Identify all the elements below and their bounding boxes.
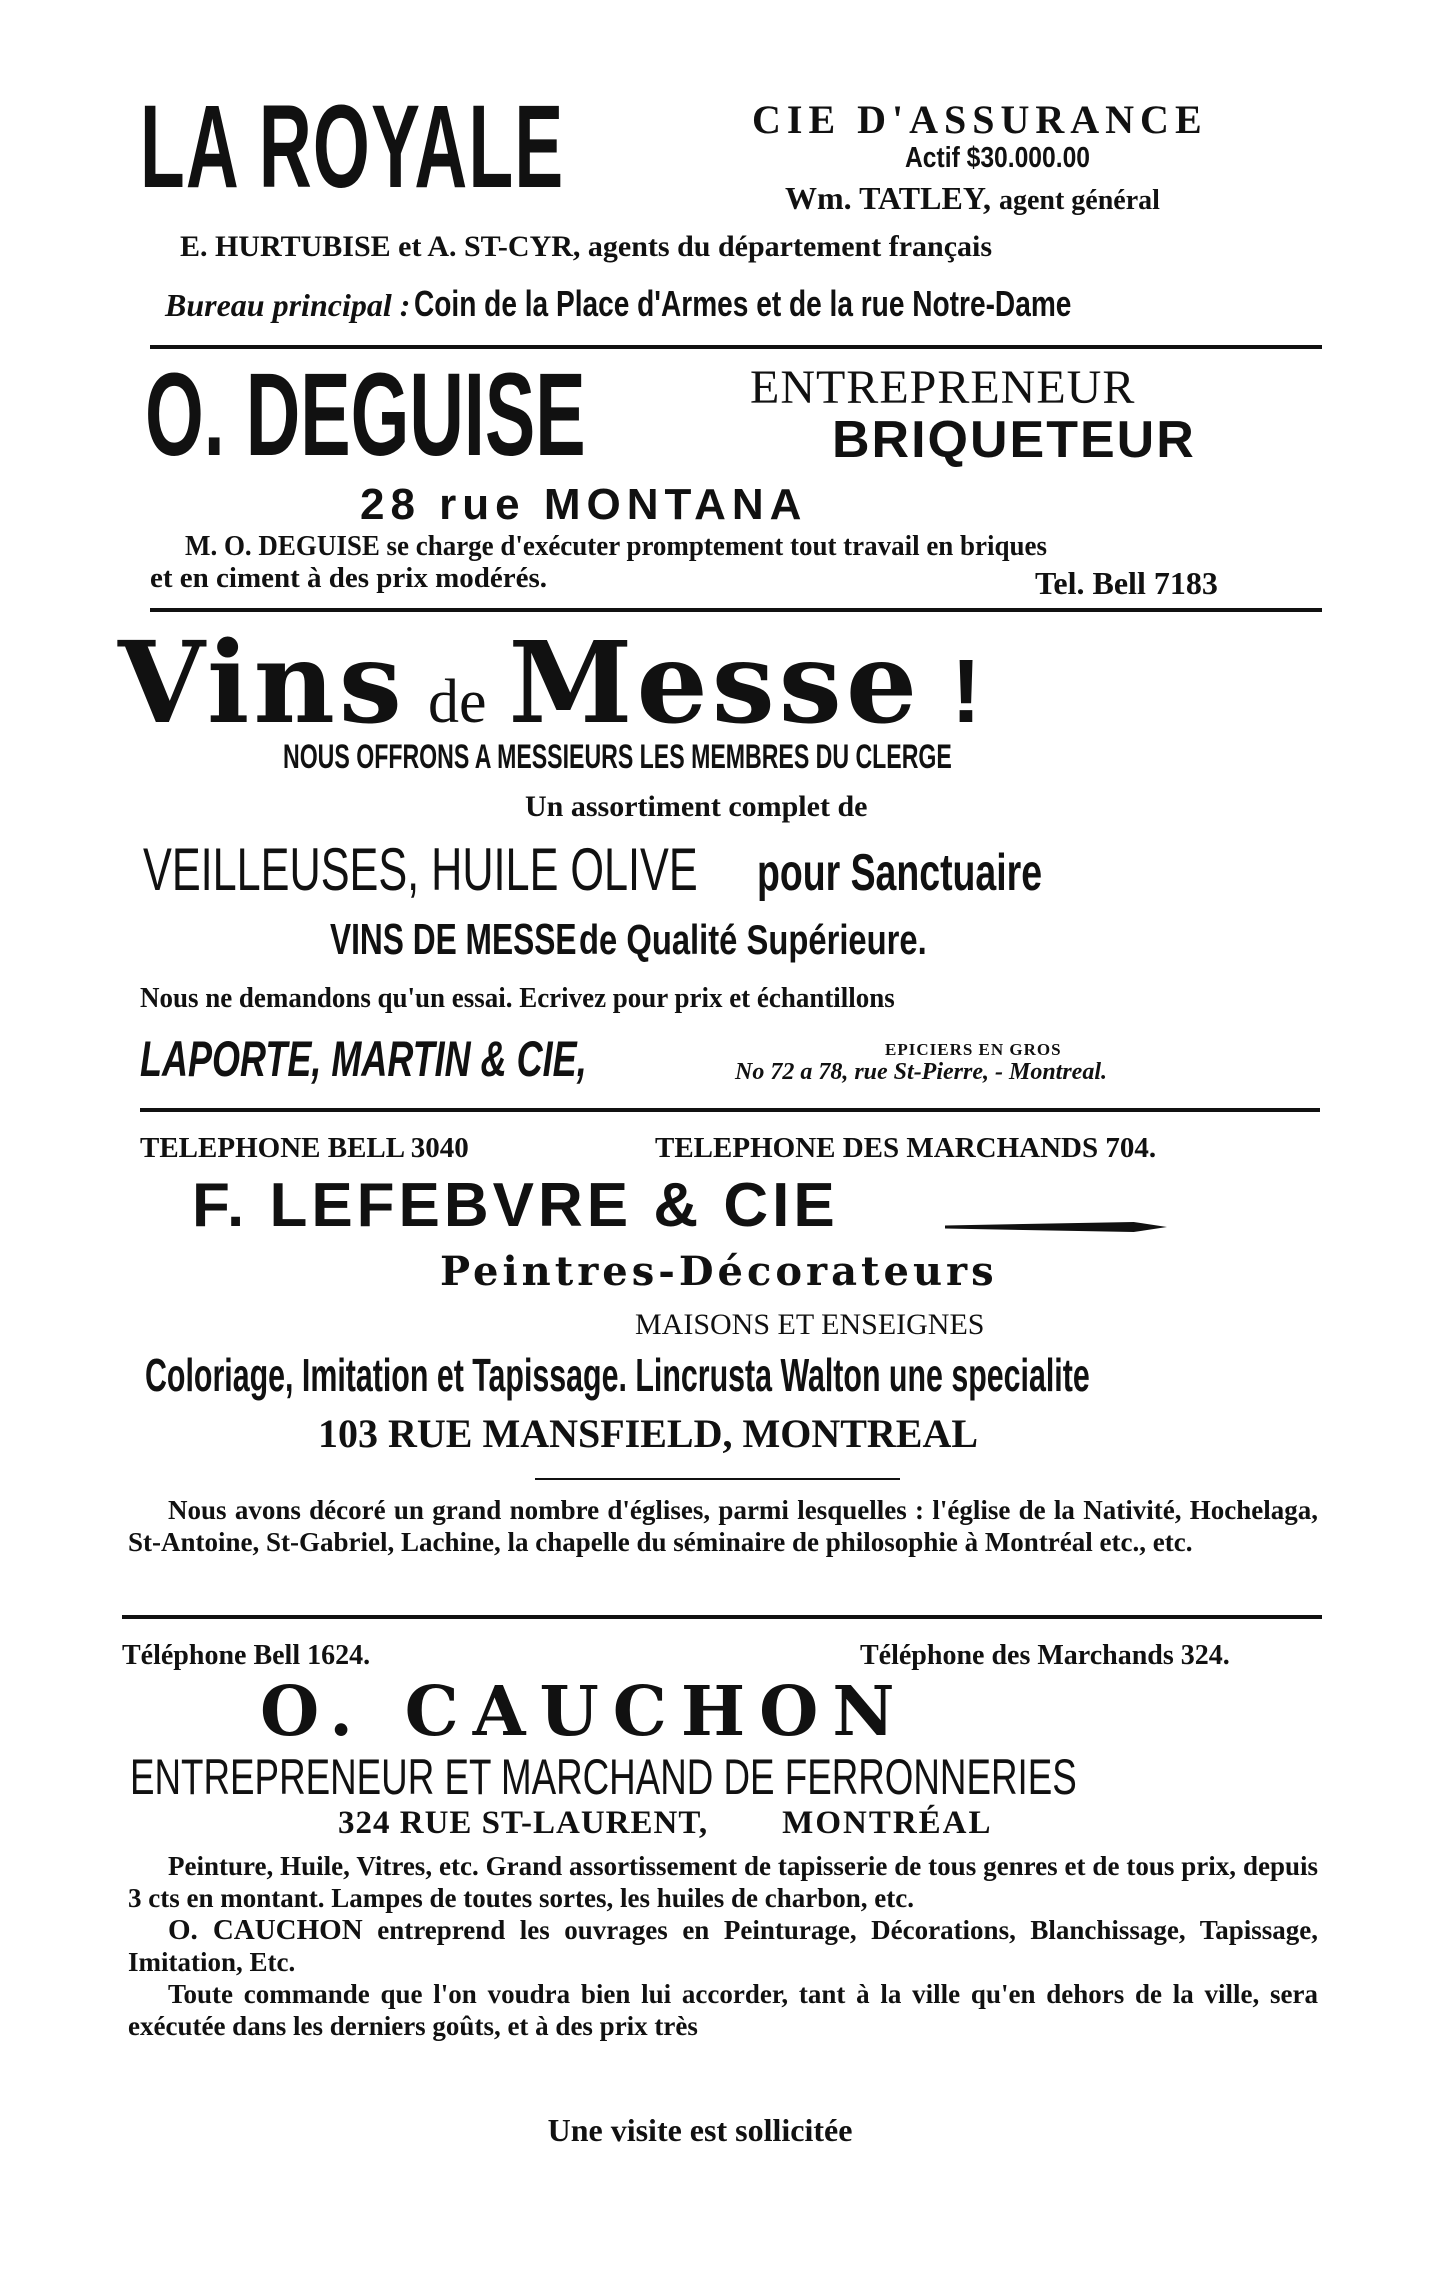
vins-word-messe: Messe bbox=[508, 618, 922, 749]
lefebvre-churches bbox=[128, 1494, 1318, 1558]
royale-bureau-label: Bureau principal : bbox=[165, 287, 411, 323]
deguise-address: 28 rue MONTANA bbox=[360, 480, 808, 529]
cauchon-para-1: Peinture, Huile, Vitres, etc. Grand assortissement de tapisserie de tous genres et de tous prix, depuis 3 cts en montant. Lampes de toutes sortes, les huiles de charbon, etc. bbox=[128, 1851, 1318, 1913]
divider-3 bbox=[140, 1108, 1320, 1112]
cauchon-name: O. CAUCHON bbox=[260, 1672, 909, 1752]
cauchon-closing: Une visite est sollicitée bbox=[547, 2112, 853, 2148]
cauchon-tel-marchands: Téléphone des Marchands 324. bbox=[860, 1640, 1230, 1671]
royale-agents-french: E. HURTUBISE et A. ST-CYR, agents du département français bbox=[180, 230, 993, 263]
vins-epiciers: EPICIERS EN GROS bbox=[885, 1040, 1062, 1059]
cauchon-address: 324 RUE ST-LAURENT, bbox=[338, 1805, 709, 1841]
vins-quality-line bbox=[330, 915, 1025, 965]
lefebvre-short-rule bbox=[535, 1478, 900, 1480]
royale-company: CIE D'ASSURANCE bbox=[752, 97, 1208, 142]
divider-2 bbox=[150, 608, 1322, 612]
vins-assortment: Un assortiment complet de bbox=[525, 790, 868, 823]
deguise-line-2: et en ciment à des prix modérés. bbox=[150, 562, 548, 594]
divider-4 bbox=[122, 1615, 1322, 1619]
vins-word-vins: Vins bbox=[118, 618, 406, 749]
lefebvre-churches-text: Nous avons décoré un grand nombre d'églises, parmi lesquelles : l'église de la Nativité, Hochelaga, St-Antoine, St-Gabriel, Lachine, la chapelle du séminaire de philosophie à Montréal etc., etc. bbox=[128, 1495, 1318, 1557]
royale-name: LA ROYALE bbox=[140, 81, 565, 213]
vins-vins-de-messe: VINS DE MESSE bbox=[330, 915, 577, 964]
vins-heading bbox=[118, 618, 981, 749]
cauchon-para-2 bbox=[128, 1914, 1318, 1978]
royale-agent bbox=[785, 180, 1160, 217]
cauchon-para-2-name: O. CAUCHON bbox=[168, 1914, 363, 1946]
lefebvre-services: Coloriage, Imitation et Tapissage. Lincrusta Walton une specialite bbox=[145, 1349, 1090, 1401]
cauchon-city: MONTRÉAL bbox=[782, 1805, 993, 1841]
cauchon-title: ENTREPRENEUR ET MARCHAND DE FERRONNERIES bbox=[130, 1749, 1077, 1805]
vins-offer: NOUS OFFRONS A MESSIEURS LES MEMBRES DU CLERGE bbox=[283, 738, 952, 776]
vins-address: No 72 a 78, rue St-Pierre, - Montreal. bbox=[735, 1059, 1107, 1085]
royale-bureau bbox=[165, 283, 1257, 325]
deguise-line-1: M. O. DEGUISE se charge d'exécuter promptement tout travail en briques bbox=[185, 530, 1047, 562]
vins-exclaim: ! bbox=[951, 642, 982, 742]
vins-quality: de Qualité Supérieure. bbox=[579, 916, 927, 963]
lefebvre-maisons: MAISONS ET ENSEIGNES bbox=[635, 1308, 985, 1341]
vins-essai: Nous ne demandons qu'un essai. Ecrivez pour prix et échantillons bbox=[140, 982, 895, 1014]
deguise-title-entrepreneur: ENTREPRENEUR bbox=[750, 361, 1136, 414]
deguise-title-briqueteur: BRIQUETEUR bbox=[832, 411, 1196, 469]
cauchon-body bbox=[128, 1850, 1318, 2042]
vins-products-tail: pour Sanctuaire bbox=[757, 844, 1043, 902]
royale-agent-name: Wm. TATLEY, bbox=[785, 180, 991, 216]
vins-firm: LAPORTE, MARTIN & CIE, bbox=[140, 1031, 587, 1087]
vins-word-de: de bbox=[427, 668, 487, 736]
vins-products-line bbox=[143, 835, 1153, 904]
cauchon-para-2-text: entreprend les ouvrages en Peinturage, Décorations, Blanchissage, Tapissage, Imitation, Etc. bbox=[128, 1915, 1318, 1977]
royale-bureau-address: Coin de la Place d'Armes et de la rue Notre-Dame bbox=[414, 283, 1072, 324]
lefebvre-name-flourish bbox=[945, 1222, 1167, 1232]
lefebvre-name: F. LEFEBVRE & CIE bbox=[192, 1171, 839, 1240]
lefebvre-subtitle: Peintres-Décorateurs bbox=[440, 1248, 998, 1295]
deguise-name: O. DEGUISE bbox=[145, 349, 586, 481]
deguise-tel: Tel. Bell 7183 bbox=[1035, 565, 1218, 601]
cauchon-para-3: Toute commande que l'on voudra bien lui accorder, tant à la ville qu'en dehors de la ville, sera exécutée dans les derniers goûts, et à des prix très bbox=[128, 1979, 1318, 2041]
lefebvre-address: 103 RUE MANSFIELD, MONTREAL bbox=[318, 1411, 979, 1456]
vins-products: VEILLEUSES, HUILE OLIVE bbox=[143, 836, 698, 903]
lefebvre-tel-bell: TELEPHONE BELL 3040 bbox=[140, 1132, 469, 1164]
royale-agent-role: agent général bbox=[998, 185, 1160, 216]
cauchon-address-line bbox=[338, 1805, 993, 1842]
lefebvre-tel-marchands: TELEPHONE DES MARCHANDS 704. bbox=[655, 1132, 1157, 1164]
cauchon-tel-bell: Téléphone Bell 1624. bbox=[122, 1640, 371, 1671]
royale-actif: Actif $30.000.00 bbox=[905, 142, 1091, 174]
